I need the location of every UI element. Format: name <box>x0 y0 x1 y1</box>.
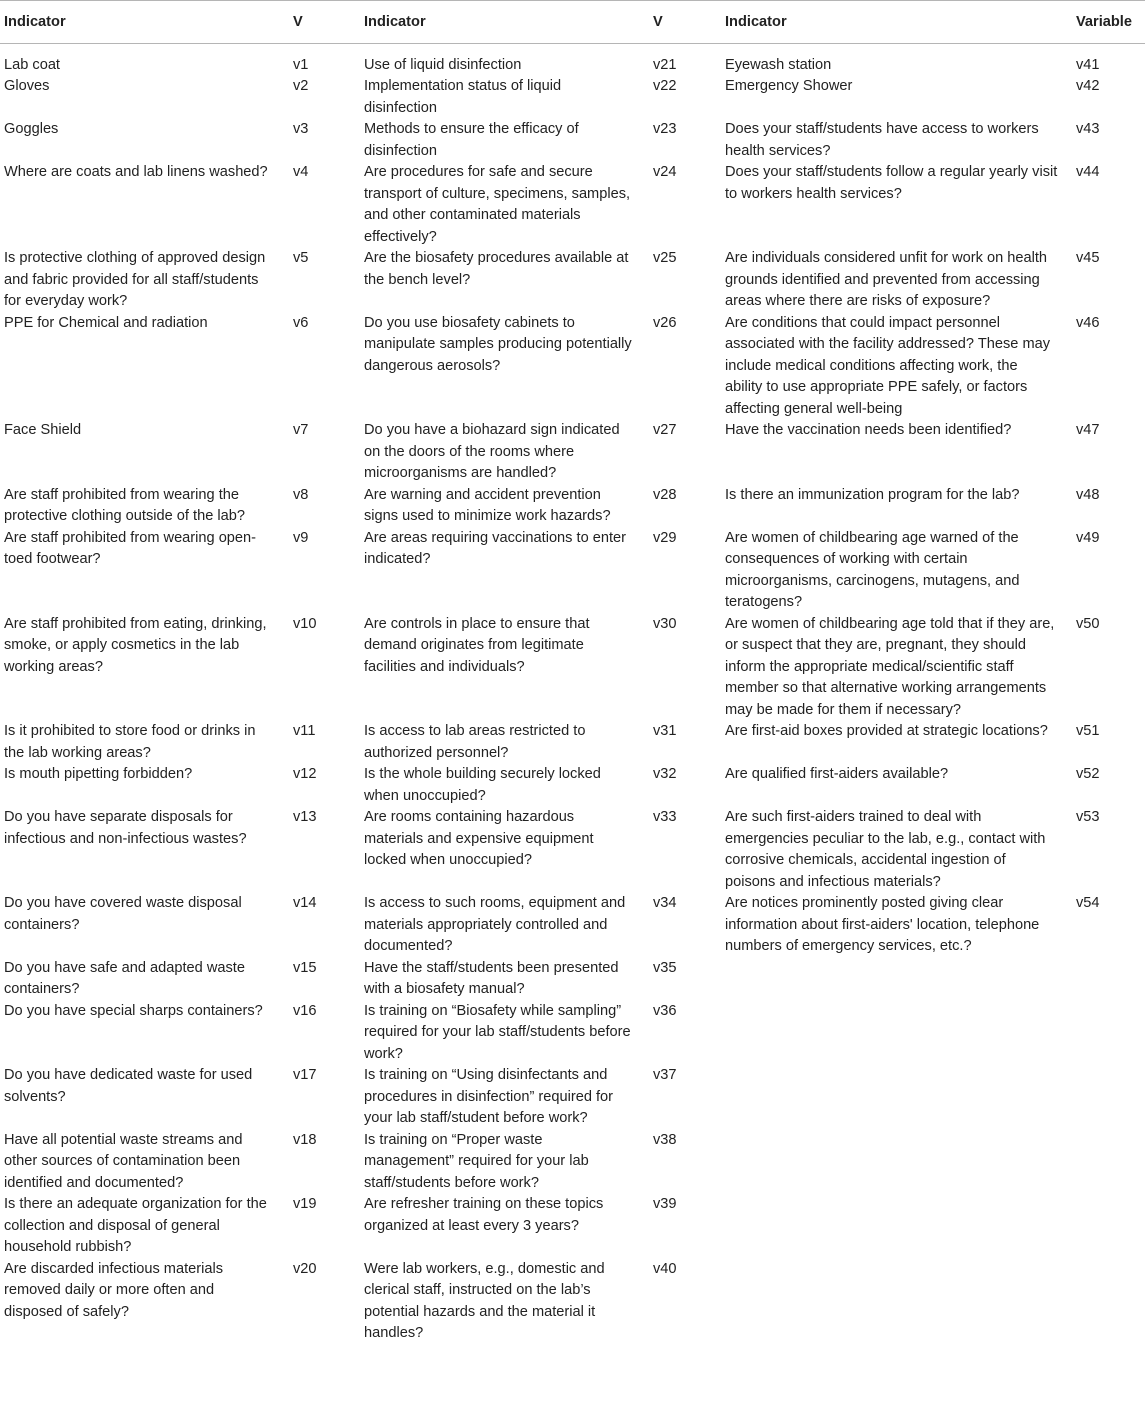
variable-cell: v42 <box>1076 78 1100 94</box>
table-row <box>0 1065 1145 1130</box>
indicator-cell: Is access to such rooms, equipment and materials appropriately controlled and documented? <box>364 895 626 954</box>
header-variable-3: Variable <box>1072 1 1145 44</box>
indicator-cell <box>721 1130 1072 1195</box>
variable-cell <box>1072 1194 1145 1259</box>
variable-cell: v31 <box>653 723 677 739</box>
variable-cell: v7 <box>293 422 309 438</box>
variable-cell: v6 <box>293 314 309 331</box>
table-body <box>0 43 1145 1345</box>
header-indicator-1: Indicator <box>0 1 289 44</box>
variable-cell: v39 <box>653 1196 677 1212</box>
indicator-cell: Are rooms containing hazardous materials and expensive equipment locked when unoccupied? <box>364 809 594 868</box>
indicator-cell: Are such first-aiders trained to deal with emergencies peculiar to the lab, e.g., contact with corrosive chemicals, accidental ingestion of poisons and infectious materials? <box>725 809 1046 890</box>
table-row <box>0 43 1145 76</box>
variable-cell <box>1072 1130 1145 1195</box>
indicator-cell: Use of liquid disinfection <box>364 56 522 73</box>
indicator-cell: Implementation status of liquid disinfection <box>364 78 562 116</box>
variable-cell: v24 <box>653 164 677 180</box>
variable-cell: v29 <box>653 529 677 546</box>
indicator-cell <box>721 1065 1072 1130</box>
variable-cell: v25 <box>653 250 677 266</box>
indicator-cell: Are women of childbearing age warned of the consequences of working with certain microorganisms, carcinogens, mutagens, and teratogens? <box>725 529 1020 610</box>
indicator-cell: Are qualified first-aiders available? <box>725 766 949 782</box>
indicator-cell: Eyewash station <box>725 56 832 73</box>
indicator-cell: Do you have safe and adapted waste containers? <box>4 959 245 997</box>
table-row <box>0 807 1145 893</box>
header-indicator-2: Indicator <box>360 1 649 44</box>
indicator-cell: Are areas requiring vaccinations to enter indicated? <box>364 529 627 567</box>
indicator-cell: Are conditions that could impact personnel associated with the facility addressed? These may include medical conditions affecting work, the ability to use appropriate PPE safely, or factors affecting general well-being <box>725 314 1051 417</box>
indicator-cell: Lab coat <box>4 56 60 73</box>
indicator-cell: Are controls in place to ensure that demand originates from legitimate facilities and individuals? <box>364 615 590 675</box>
variable-cell: v32 <box>653 766 677 782</box>
indicator-cell: Are the biosafety procedures available at the bench level? <box>364 250 629 288</box>
variable-cell: v2 <box>293 78 309 94</box>
indicator-cell: Are staff prohibited from wearing open-toed footwear? <box>4 529 257 567</box>
variable-cell: v51 <box>1076 723 1100 739</box>
variable-cell: v28 <box>653 486 677 503</box>
table-row <box>0 119 1145 162</box>
variable-cell: v18 <box>293 1131 317 1148</box>
indicator-cell: Gloves <box>4 78 50 94</box>
variable-cell <box>1072 958 1145 1001</box>
header-indicator-3: Indicator <box>721 1 1072 44</box>
table-row <box>0 893 1145 958</box>
indicator-cell: Is training on “Proper waste management” required for your lab staff/students before work? <box>364 1131 589 1191</box>
indicator-cell: Is protective clothing of approved design and fabric provided for all staff/students for everyday work? <box>4 250 266 309</box>
indicator-cell: Are first-aid boxes provided at strategic locations? <box>725 723 1048 739</box>
table-row <box>0 1001 1145 1066</box>
indicator-cell: Are notices prominently posted giving clear information about first-aiders' location, telephone numbers of emergency services, etc.? <box>725 895 1040 954</box>
variable-cell: v16 <box>293 1002 317 1019</box>
variable-cell: v22 <box>653 78 677 94</box>
indicator-cell: Face Shield <box>4 422 82 438</box>
table-row <box>0 76 1145 119</box>
variable-cell: v19 <box>293 1196 317 1212</box>
indicator-cell: Do you have dedicated waste for used solvents? <box>4 1067 253 1105</box>
variable-cell: v36 <box>653 1002 677 1019</box>
variable-cell: v8 <box>293 486 309 503</box>
indicator-cell <box>721 1194 1072 1259</box>
indicator-cell: Have all potential waste streams and other sources of contamination been identified and documented? <box>4 1131 243 1191</box>
indicator-cell: Is training on “Biosafety while sampling” required for your lab staff/students before work? <box>364 1002 631 1062</box>
indicator-cell: Are procedures for safe and secure transport of culture, specimens, samples, and other contaminated materials effectively? <box>364 164 631 245</box>
variable-cell: v50 <box>1076 615 1100 632</box>
indicator-cell <box>721 1001 1072 1066</box>
variable-cell <box>1072 1001 1145 1066</box>
header-v-2: V <box>649 1 721 44</box>
variable-cell: v1 <box>293 56 309 73</box>
indicator-cell: Goggles <box>4 121 59 137</box>
indicator-cell: Is the whole building securely locked when unoccupied? <box>364 766 601 804</box>
variable-cell: v38 <box>653 1131 677 1148</box>
variable-cell: v46 <box>1076 314 1100 331</box>
variable-cell: v3 <box>293 121 309 137</box>
variable-cell: v9 <box>293 529 309 546</box>
indicator-cell: Is there an immunization program for the lab? <box>725 486 1020 503</box>
indicator-cell: Do you use biosafety cabinets to manipulate samples producing potentially dangerous aerosols? <box>364 314 632 374</box>
indicator-cell: Are staff prohibited from wearing the protective clothing outside of the lab? <box>4 486 245 524</box>
table-row <box>0 485 1145 528</box>
table-row <box>0 1130 1145 1195</box>
variable-cell: v11 <box>293 723 316 739</box>
table-row <box>0 721 1145 764</box>
indicator-cell: Have the vaccination needs been identified? <box>725 422 1012 438</box>
variable-cell: v4 <box>293 164 309 180</box>
variable-cell: v10 <box>293 615 317 632</box>
variable-cell: v26 <box>653 314 677 331</box>
variable-cell: v13 <box>293 809 317 825</box>
variable-cell: v47 <box>1076 422 1100 438</box>
table-header <box>0 1 1145 44</box>
indicator-cell: Does your staff/students follow a regular yearly visit to workers health services? <box>725 164 1058 202</box>
variable-cell: v35 <box>653 959 677 976</box>
variable-cell <box>1072 1259 1145 1345</box>
indicator-cell: Emergency Shower <box>725 78 853 94</box>
indicator-cell: Are discarded infectious materials removed daily or more often and disposed of safely? <box>4 1260 224 1320</box>
variable-cell: v45 <box>1076 250 1100 266</box>
indicator-cell: Do you have covered waste disposal containers? <box>4 895 242 933</box>
variable-cell: v52 <box>1076 766 1100 782</box>
indicator-cell: Are individuals considered unfit for work on health grounds identified and prevented from accessing areas where there are risks of exposure? <box>725 250 1048 309</box>
table-row <box>0 764 1145 807</box>
variable-cell <box>1072 1065 1145 1130</box>
variable-cell: v21 <box>653 56 677 73</box>
variable-cell: v54 <box>1076 895 1100 911</box>
indicator-cell: Are refresher training on these topics organized at least every 3 years? <box>364 1196 604 1234</box>
indicator-cell: Are staff prohibited from eating, drinking, smoke, or apply cosmetics in the lab working areas? <box>4 615 267 675</box>
indicator-cell: Methods to ensure the efficacy of disinfection <box>364 121 579 159</box>
table-row <box>0 162 1145 248</box>
indicator-cell: Are women of childbearing age told that if they are, or suspect that they are, pregnant, they should inform the appropriate medical/scientific staff member so that alternative working arrangements may be made for them if necessary? <box>725 615 1055 718</box>
indicator-cell <box>721 958 1072 1001</box>
table-row <box>0 958 1145 1001</box>
indicator-cell: Is training on “Using disinfectants and procedures in disinfection” required for your lab staff/student before work? <box>364 1067 614 1126</box>
table-row <box>0 248 1145 313</box>
variable-cell: v37 <box>653 1067 677 1083</box>
variable-cell: v44 <box>1076 164 1100 180</box>
variable-cell: v27 <box>653 422 677 438</box>
variable-cell: v41 <box>1076 56 1100 73</box>
variable-cell: v12 <box>293 766 317 782</box>
indicator-cell: Are warning and accident prevention signs used to minimize work hazards? <box>364 486 611 524</box>
variable-cell: v30 <box>653 615 677 632</box>
indicator-cell: Do you have a biohazard sign indicated on the doors of the rooms where microorganisms are handled? <box>364 422 620 481</box>
indicator-cell: Were lab workers, e.g., domestic and clerical staff, instructed on the lab’s potential hazards and the material it handles? <box>364 1260 605 1341</box>
variable-cell: v34 <box>653 895 677 911</box>
table-row <box>0 528 1145 614</box>
indicator-cell: Do you have special sharps containers? <box>4 1002 263 1019</box>
table-row <box>0 614 1145 722</box>
variable-cell: v48 <box>1076 486 1100 503</box>
table-row <box>0 1259 1145 1345</box>
header-v-1: V <box>289 1 360 44</box>
indicator-cell: Is access to lab areas restricted to authorized personnel? <box>364 723 586 761</box>
table-row <box>0 313 1145 421</box>
variable-cell: v14 <box>293 895 317 911</box>
header-row <box>0 1 1145 44</box>
variable-cell: v5 <box>293 250 309 266</box>
variable-cell: v17 <box>293 1067 317 1083</box>
variable-cell: v49 <box>1076 529 1100 546</box>
variable-cell: v20 <box>293 1260 317 1277</box>
table-row <box>0 1194 1145 1259</box>
variable-cell: v40 <box>653 1260 677 1277</box>
table-row <box>0 420 1145 485</box>
variable-cell: v33 <box>653 809 677 825</box>
variable-cell: v23 <box>653 121 677 137</box>
variable-cell: v15 <box>293 959 317 976</box>
variable-cell: v53 <box>1076 809 1100 825</box>
indicator-cell: Is mouth pipetting forbidden? <box>4 766 193 782</box>
variable-cell: v43 <box>1076 121 1100 137</box>
indicator-cell: PPE for Chemical and radiation <box>4 314 208 331</box>
indicator-cell: Is there an adequate organization for the collection and disposal of general household rubbish? <box>4 1196 267 1255</box>
indicator-cell: Have the staff/students been presented with a biosafety manual? <box>364 959 619 997</box>
indicator-cell <box>721 1259 1072 1345</box>
indicator-cell: Does your staff/students have access to workers health services? <box>725 121 1039 159</box>
indicator-cell: Is it prohibited to store food or drinks in the lab working areas? <box>4 723 256 761</box>
indicator-cell: Do you have separate disposals for infectious and non-infectious wastes? <box>4 809 247 847</box>
indicator-cell: Where are coats and lab linens washed? <box>4 164 268 180</box>
